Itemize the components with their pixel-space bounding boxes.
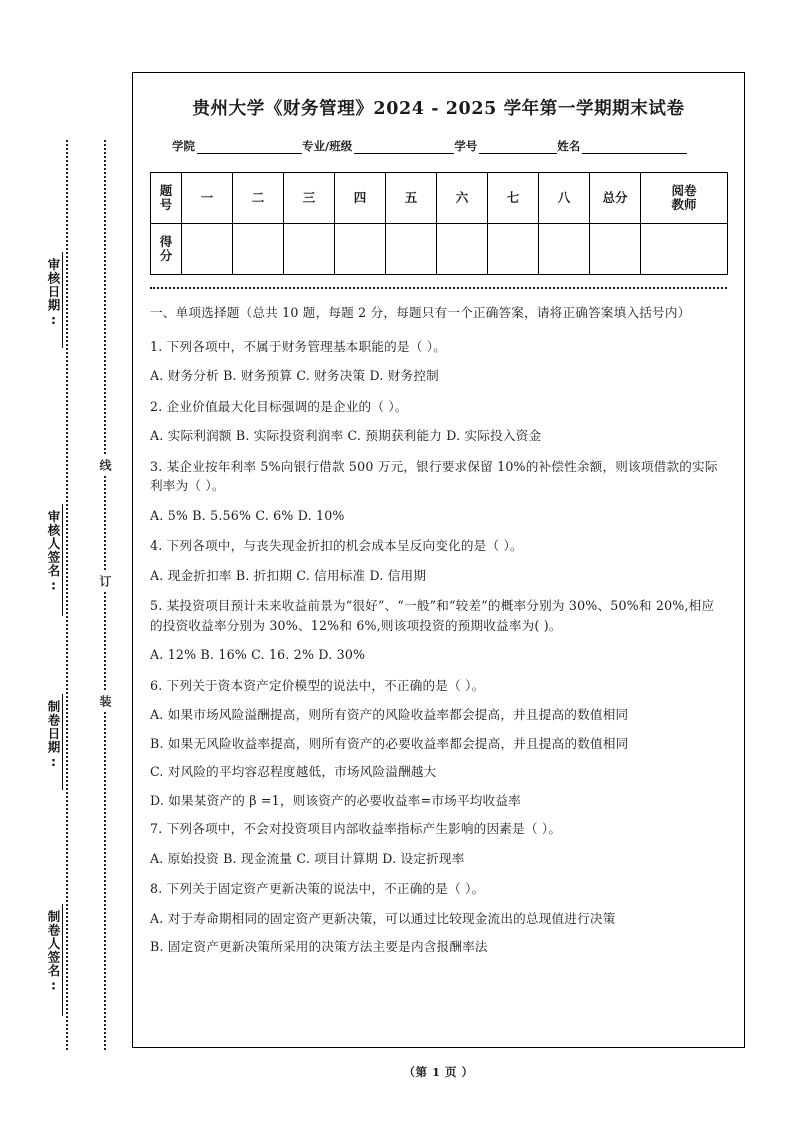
- score-table-col-8: 八: [539, 173, 590, 224]
- score-table-col-5: 五: [386, 173, 437, 224]
- score-table-col-7: 七: [488, 173, 539, 224]
- question-1-options: A. 财务分析 B. 财务预算 C. 财务决策 D. 财务控制: [150, 368, 439, 384]
- question-6-option-c: C. 对风险的平均容忍程度越低，市场风险溢酬越大: [150, 764, 437, 780]
- exam-paper-frame: [132, 72, 745, 1048]
- score-cell-5[interactable]: [386, 224, 437, 275]
- question-7-options: A. 原始投资 B. 现金流量 C. 项目计算期 D. 设定折现率: [150, 850, 465, 866]
- field-college-label: 学院: [172, 139, 195, 153]
- review-date-label: 审核日期:: [46, 258, 61, 328]
- field-major-class-blank[interactable]: [354, 140, 454, 154]
- seal-char-xian: 线: [99, 456, 111, 474]
- score-table-col-2: 二: [233, 173, 284, 224]
- score-cell-1[interactable]: [182, 224, 233, 275]
- field-student-id[interactable]: [454, 138, 557, 154]
- question-4-stem: 4. 下列各项中，与丧失现金折扣的机会成本呈反向变化的是（ ）。: [150, 538, 523, 554]
- maker-signature-label: 制卷人签名:: [46, 910, 61, 994]
- score-table-col-6: 六: [437, 173, 488, 224]
- row-header-question-line1: 题: [159, 183, 173, 198]
- field-name-blank[interactable]: [582, 140, 687, 154]
- score-table-row-header-question: [151, 173, 182, 224]
- section-divider: [150, 287, 727, 289]
- field-student-id-label: 学号: [454, 139, 478, 153]
- question-2-stem: 2. 企业价值最大化目标强调的是企业的（ ）。: [150, 398, 408, 414]
- score-cell-4[interactable]: [335, 224, 386, 275]
- score-table-col-teacher: [641, 173, 728, 224]
- question-1-stem: 1. 下列各项中，不属于财务管理基本职能的是（ ）。: [150, 338, 446, 354]
- score-table-row-header-score: [151, 224, 182, 275]
- reviewer-signature-rule: [62, 504, 63, 616]
- page-title: 贵州大学《财务管理》2024 - 2025 学年第一学期期末试卷: [192, 99, 685, 119]
- score-cell-8[interactable]: [539, 224, 590, 275]
- teacher-label-line1: 阅卷: [671, 183, 697, 198]
- table-row-scores: [151, 224, 728, 275]
- make-date-rule: [62, 694, 63, 790]
- score-cell-2[interactable]: [233, 224, 284, 275]
- question-6-option-d: D. 如果某资产的 β =1，则该资产的必要收益率=市场平均收益率: [150, 792, 521, 808]
- question-8-stem: 8. 下列关于固定资产更新决策的说法中，不正确的是（ ）。: [150, 881, 485, 897]
- question-3-stem: 3. 某企业按年利率 5%向银行借款 500 万元，银行要求保留 10%的补偿性余额，则该项借款的实际利率为（ ）。: [150, 458, 718, 494]
- score-cell-3[interactable]: [284, 224, 335, 275]
- question-5-stem: 5. 某投资项目预计未来收益前景为“很好”、“一般”和“较差”的概率分别为 30%、50%和 20%,相应的投资收益率分别为 30%、12%和 6%,则该项投资的预期收益率为( )。: [150, 598, 715, 633]
- reviewer-signature-label: 审核人签名:: [46, 510, 61, 594]
- field-name[interactable]: [557, 138, 687, 154]
- review-date-rule: [62, 252, 63, 348]
- question-8-option-b: B. 固定资产更新决策所采用的决策方法主要是内含报酬率法: [150, 939, 488, 955]
- table-row-question-numbers: [151, 173, 728, 224]
- score-table-col-total: 总分: [590, 173, 641, 224]
- score-cell-7[interactable]: [488, 224, 539, 275]
- question-5-options: A. 12% B. 16% C. 16. 2% D. 30%: [150, 647, 366, 663]
- page-number-footer: （第 1 页 ）: [403, 1065, 474, 1079]
- score-table-col-4: 四: [335, 173, 386, 224]
- row-header-score-line2: 分: [159, 248, 173, 263]
- question-6-stem: 6. 下列关于资本资产定价模型的说法中，不正确的是（ ）。: [150, 677, 485, 693]
- question-4-options: A. 现金折扣率 B. 折扣期 C. 信用标准 D. 信用期: [150, 567, 427, 583]
- identity-fields-row: [150, 138, 727, 154]
- field-college[interactable]: [172, 138, 302, 154]
- question-3-options: A. 5% B. 5.56% C. 6% D. 10%: [150, 507, 345, 523]
- binding-dotted-line-outer: [104, 140, 106, 1050]
- score-cell-total[interactable]: [590, 224, 641, 275]
- score-table-col-3: 三: [284, 173, 335, 224]
- field-major-class-label: 专业/班级: [302, 139, 353, 153]
- question-6-option-a: A. 如果市场风险溢酬提高，则所有资产的风险收益率都会提高，并且提高的数值相同: [150, 707, 629, 723]
- maker-signature-rule: [62, 904, 63, 1016]
- score-cell-6[interactable]: [437, 224, 488, 275]
- question-6-option-b: B. 如果无风险收益率提高，则所有资产的必要收益率都会提高，并且提高的数值相同: [150, 735, 629, 751]
- field-name-label: 姓名: [557, 139, 581, 153]
- seal-char-zhuang: 装: [99, 692, 111, 710]
- question-2-options: A. 实际利润额 B. 实际投资利润率 C. 预期获利能力 D. 实际投入资金: [150, 428, 542, 444]
- score-table-col-1: 一: [182, 173, 233, 224]
- question-body: [150, 303, 727, 957]
- make-date-label: 制卷日期:: [46, 700, 61, 770]
- question-7-stem: 7. 下列各项中，不会对投资项目内部收益率指标产生影响的因素是（ ）。: [150, 821, 562, 837]
- binding-dotted-line-inner: [66, 140, 68, 1050]
- field-major-class[interactable]: [302, 138, 454, 154]
- question-8-option-a: A. 对于寿命期相同的固定资产更新决策，可以通过比较现金流出的总现值进行决策: [150, 910, 616, 926]
- section-heading: 一、单项选择题（总共 10 题，每题 2 分，每题只有一个正确答案，请将正确答案填入括号内）: [150, 305, 691, 320]
- field-student-id-blank[interactable]: [479, 140, 557, 154]
- score-cell-teacher[interactable]: [641, 224, 728, 275]
- field-college-blank[interactable]: [197, 140, 302, 154]
- score-table: [150, 172, 728, 275]
- seal-char-ding: 订: [99, 572, 111, 590]
- teacher-label-line2: 教师: [671, 197, 697, 212]
- row-header-question-line2: 号: [159, 197, 173, 212]
- row-header-score-line1: 得: [159, 234, 173, 249]
- binding-margin: [0, 0, 132, 1122]
